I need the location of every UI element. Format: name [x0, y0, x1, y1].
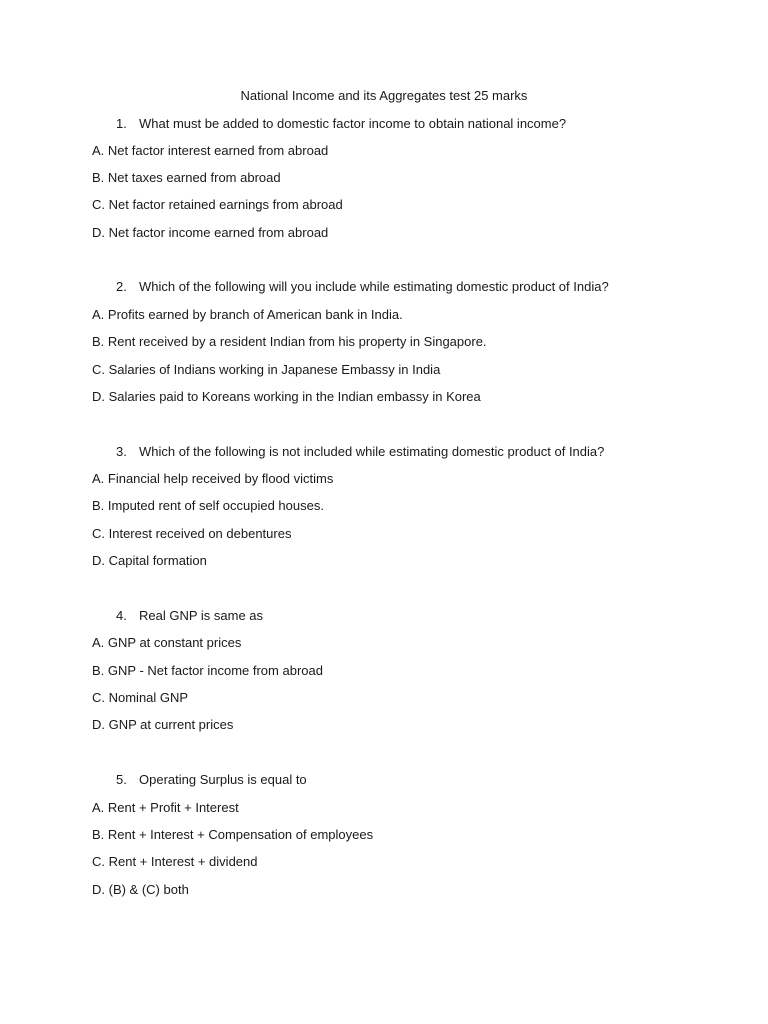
question-text: Which of the following will you include while estimating domestic product of India?: [139, 279, 609, 294]
option-b: B. GNP - Net factor income from abroad: [92, 663, 323, 678]
option-b: B. Imputed rent of self occupied houses.: [92, 498, 324, 513]
question-text: Which of the following is not included while estimating domestic product of India?: [139, 444, 605, 459]
question-number: 3.: [116, 444, 127, 459]
question-number: 1.: [116, 116, 127, 131]
option-a: A. Financial help received by flood victims: [92, 471, 334, 486]
option-b: B. Rent + Interest + Compensation of employees: [92, 827, 374, 842]
question-number: 4.: [116, 608, 127, 623]
option-b: B. Rent received by a resident Indian from his property in Singapore.: [92, 334, 487, 349]
option-a: A. GNP at constant prices: [92, 635, 242, 650]
question-number: 2.: [116, 279, 127, 294]
option-d: D. (B) & (C) both: [92, 882, 189, 897]
question-text: Real GNP is same as: [139, 608, 264, 623]
option-a: A. Rent + Profit + Interest: [92, 800, 239, 815]
option-c: C. Net factor retained earnings from abroad: [92, 197, 343, 212]
option-b: B. Net taxes earned from abroad: [92, 170, 281, 185]
option-c: C. Nominal GNP: [92, 690, 189, 705]
option-d: D. GNP at current prices: [92, 717, 234, 732]
question-number: 5.: [116, 772, 127, 787]
option-a: A. Profits earned by branch of American bank in India.: [92, 307, 403, 322]
document-title: National Income and its Aggregates test 25 marks: [240, 88, 528, 103]
option-d: D. Salaries paid to Koreans working in the Indian embassy in Korea: [92, 389, 481, 404]
option-d: D. Net factor income earned from abroad: [92, 225, 329, 240]
question-text: What must be added to domestic factor income to obtain national income?: [139, 116, 567, 131]
option-c: C. Interest received on debentures: [92, 526, 292, 541]
option-a: A. Net factor interest earned from abroad: [92, 143, 329, 158]
option-c: C. Rent + Interest + dividend: [92, 854, 258, 869]
option-d: D. Capital formation: [92, 553, 207, 568]
question-text: Operating Surplus is equal to: [139, 772, 307, 787]
option-c: C. Salaries of Indians working in Japanese Embassy in India: [92, 362, 441, 377]
